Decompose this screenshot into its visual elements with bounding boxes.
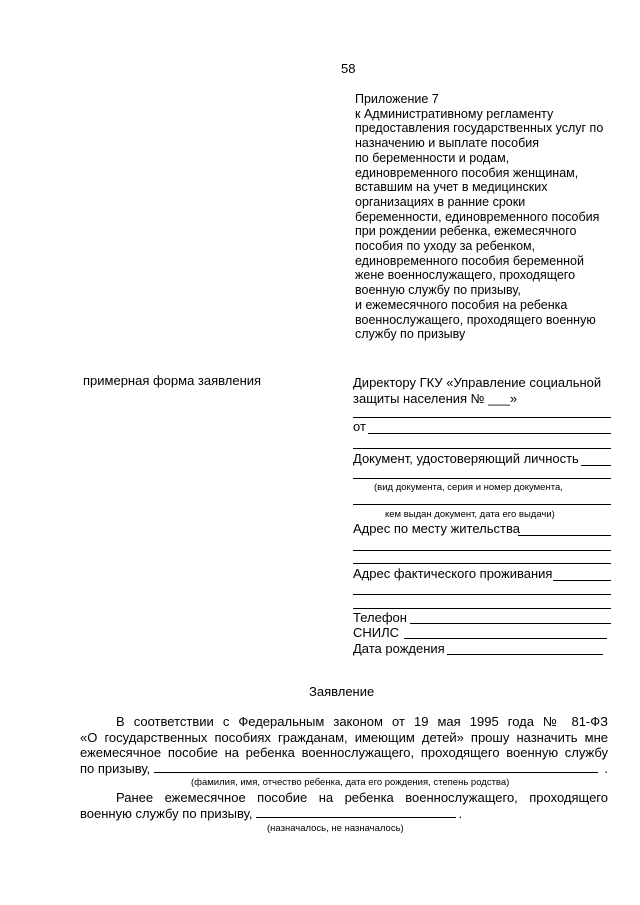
appendix-line: к Административному регламенту <box>355 106 554 121</box>
prior-status-hint: (назначалось, не назначалось) <box>267 823 404 834</box>
birthdate-input-line[interactable] <box>447 654 603 655</box>
appendix-line: единовременного пособия беременной <box>355 253 584 268</box>
address-reg-label: Адрес по месту жительства <box>353 521 520 536</box>
appendix-line: беременности, единовременного пособия <box>355 209 600 224</box>
paragraph-line: В соответствии с Федеральным законом от 19 мая 1995 года № 81-ФЗ <box>116 714 608 729</box>
statement-paragraph-1: В соответствии с Федеральным законом от 19 мая 1995 года № 81-ФЗ «О государственных пособиях гражданам, имеющим детей» прошу назначить мне ежемесячное пособие на ребенка военнослужащего, проходящего военную службу по призыву, . <box>80 714 608 776</box>
paragraph-line: военную службу по призыву, <box>80 805 253 821</box>
address-fact-input-line[interactable] <box>553 580 611 581</box>
document-hint-2: кем выдан документ, дата его выдачи) <box>385 509 555 520</box>
child-info-input-line[interactable] <box>154 772 598 773</box>
blank-line[interactable] <box>353 504 611 505</box>
form-label: примерная форма заявления <box>83 373 262 388</box>
prior-status-input-line[interactable] <box>256 817 456 818</box>
appendix-line: предоставления государственных услуг по <box>355 121 604 136</box>
blank-line[interactable] <box>353 563 611 564</box>
document-hint-1: (вид документа, серия и номер документа, <box>374 482 563 493</box>
blank-line[interactable] <box>353 448 611 449</box>
appendix-line: организациях в ранние сроки <box>355 194 526 209</box>
paragraph-line: «О государственных пособиях гражданам, имеющим детей» прошу назначить мне <box>80 729 608 745</box>
phone-label: Телефон <box>353 610 407 625</box>
from-label: от <box>353 419 366 434</box>
appendix-line: вставшим на учет в медицинских <box>355 180 548 195</box>
appendix-line: единовременного пособия женщинам, <box>355 165 579 180</box>
document-input-line[interactable] <box>581 465 611 466</box>
appendix-line: военную службу по призыву, <box>355 283 521 298</box>
appendix-line: и ежемесячного пособия на ребенка <box>355 297 568 312</box>
child-info-hint: (фамилия, имя, отчество ребенка, дата его рождения, степень родства) <box>191 777 510 788</box>
appendix-line: службу по призыву <box>355 327 466 342</box>
statement-title: Заявление <box>309 684 375 699</box>
page-number: 58 <box>341 61 356 76</box>
address-reg-input-line[interactable] <box>518 535 611 536</box>
appendix-line: по беременности и родам, <box>355 150 510 165</box>
appendix-line: Приложение 7 <box>355 92 439 106</box>
address-fact-label: Адрес фактического проживания <box>353 566 553 581</box>
appendix-line: при рождении ребенка, ежемесячного <box>355 224 577 239</box>
statement-paragraph-2: Ранее ежемесячное пособие на ребенка военнослужащего, проходящего военную службу по призыву, . <box>80 790 608 821</box>
paragraph-line: по призыву, <box>80 760 151 776</box>
recipient-line-1: Директору ГКУ «Управление социальной <box>353 375 602 390</box>
appendix-line: пособия по уходу за ребенком, <box>355 239 536 254</box>
appendix-header <box>355 92 603 342</box>
blank-line[interactable] <box>353 594 611 595</box>
blank-line[interactable] <box>353 608 611 609</box>
appendix-line: назначению и выплате пособия <box>355 136 540 151</box>
from-input-line[interactable] <box>368 433 611 434</box>
blank-line[interactable] <box>353 478 611 479</box>
recipient-line-2: защиты населения № ___» <box>353 391 518 406</box>
document-label: Документ, удостоверяющий личность <box>353 451 579 466</box>
appendix-line: жене военнослужащего, проходящего <box>355 268 576 283</box>
snils-label: СНИЛС <box>353 625 400 640</box>
snils-input-line[interactable] <box>404 638 607 639</box>
appendix-line: военнослужащего, проходящего военную <box>355 312 596 327</box>
phone-input-line[interactable] <box>410 623 611 624</box>
paragraph-line: Ранее ежемесячное пособие на ребенка военнослужащего, проходящего <box>116 790 608 805</box>
birthdate-label: Дата рождения <box>353 641 445 656</box>
blank-line[interactable] <box>353 550 611 551</box>
paragraph-line: ежемесячное пособие на ребенка военнослужащего, проходящего военную службу <box>80 745 608 760</box>
blank-line <box>353 417 611 418</box>
